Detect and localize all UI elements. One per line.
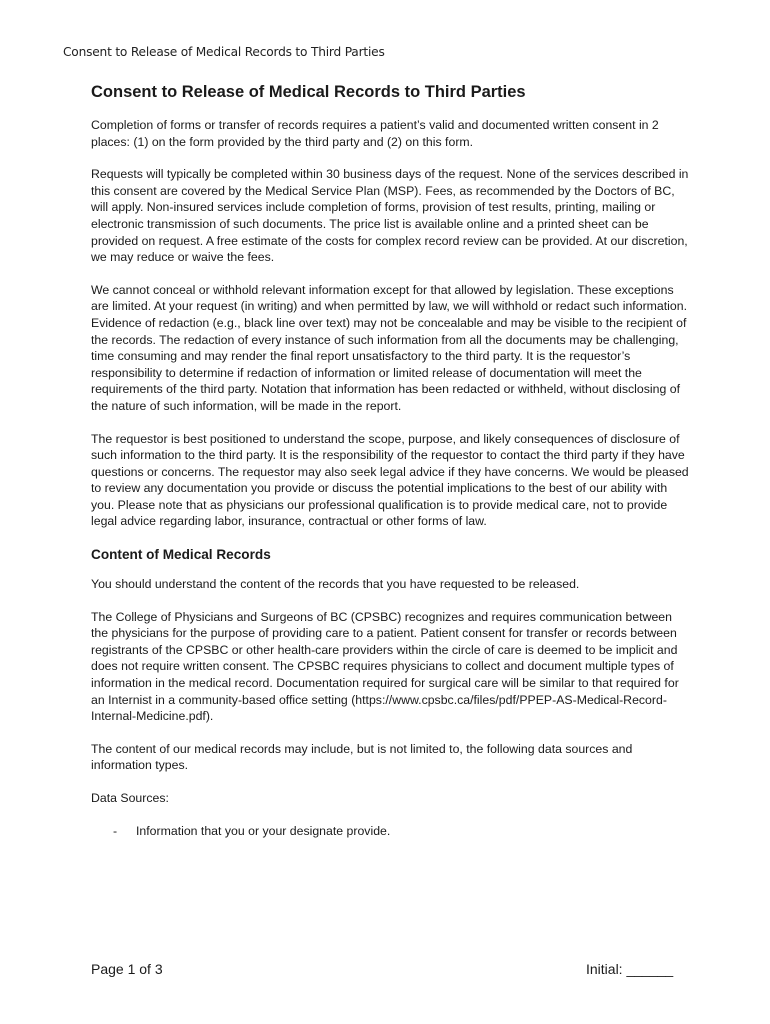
paragraph-redaction: We cannot conceal or withhold relevant information except for that allowed by legislation. These exceptions are limited. At your request (in writing) and when permitted by law, we will withhold or redact such information. Evidence of redaction (e.g., black line over text) may not be concealable and may be visible to the recipient of the records. The redaction of every instance of such information from all the documents may be challenging, time consuming and may render the final report unsatisfactory to the third party. It is the requestor’s responsibility to determine if redaction of information or limited release of documentation will meet the requirements of the third party. Notation that information has been redacted or withheld, without disclosing of the nature of such information, will be made in the report.: [91, 282, 687, 413]
list-dash: -: [113, 823, 118, 838]
document-title: Consent to Release of Medical Records to Third Parties: [91, 83, 526, 101]
list-item-text: Information that you or your designate provide.: [136, 823, 391, 838]
paragraph-cpsbc: The College of Physicians and Surgeons of BC (CPSBC) recognizes and requires communication between the physicians for the purpose of providing care to a patient. Patient consent for transfer or records between registrants of the CPSBC or other health-care providers within the circle of care is deemed to be implicit and does not require written consent. The CPSBC requires physicians to collect and document multiple types of information in the medical record. Documentation required for surgical care will be similar to that required for an Internist in a community-based office setting (https://www.cpsbc.ca/files/pdf/PPEP-AS-Medical-Record-Internal-Medicine.pdf).: [91, 609, 679, 724]
data-sources-label: Data Sources:: [91, 791, 169, 805]
paragraph-consent-requirement: Completion of forms or transfer of records requires a patient’s valid and documented written consent in 2 places: (1) on the form provided by the third party and (2) on this form.: [91, 118, 659, 149]
paragraph-understand-content: You should understand the content of the records that you have requested to be released.: [91, 577, 580, 592]
running-header: Consent to Release of Medical Records to Third Parties: [63, 45, 385, 59]
list-item: [91, 823, 691, 840]
section-heading-content-of-records: Content of Medical Records: [91, 547, 271, 563]
paragraph-data-sources-intro: The content of our medical records may include, but is not limited to, the following data sources and information types.: [91, 741, 633, 773]
initial-field[interactable]: Initial: ______: [586, 961, 674, 977]
paragraph-requestor-responsibility: The requestor is best positioned to understand the scope, purpose, and likely consequences of disclosure of such information to the third party. It is the responsibility of the requestor to contact the third party if they have questions or concerns. The requestor may also seek legal advice if they have concerns. We would be pleased to review any documentation you provide or discuss the potential implications to the best of our ability with you. Please note that as physicians our professional qualification is to provide medical care, not to provide legal advice regarding labor, insurance, contractual or other forms of law.: [91, 431, 689, 529]
page-number: Page 1 of 3: [91, 961, 163, 977]
paragraph-fees: Requests will typically be completed within 30 business days of the request. None of the services described in this consent are covered by the Medical Service Plan (MSP). Fees, as recommended by the Doctors of BC, will apply. Non-insured services include completion of forms, provision of test results, printing, mailing or electronic transmission of such documents. The price list is available online and a printed sheet can be provided on request. A free estimate of the costs for complex record review can be provided. At our discretion, we may reduce or waive the fees.: [91, 167, 689, 265]
document-body: [91, 81, 691, 839]
data-sources-list: [91, 823, 691, 840]
